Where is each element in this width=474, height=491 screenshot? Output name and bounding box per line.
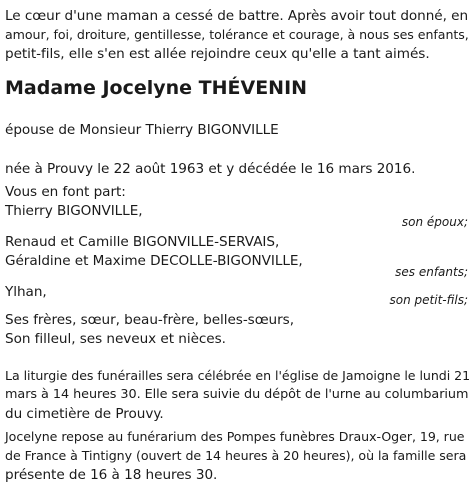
visitation-line-1: Jocelyne repose au funérarium des Pompes funèbres Draux-Oger, 19, rue — [5, 429, 465, 444]
family-role-2: ses enfants; — [395, 265, 468, 279]
others-line-1: Ses frères, sœur, beau-frère, belles-sœurs, — [5, 312, 294, 328]
visitation-line-2: de France à Tintigny (ouvert de 14 heures à 20 heures), où la famille sera — [5, 448, 467, 463]
others-line-2: Son filleul, ses neveux et nièces. — [5, 331, 226, 347]
family-name-3: Géraldine et Maxime DECOLLE-BIGONVILLE, — [5, 253, 303, 269]
family-role-3: son petit-fils; — [389, 293, 468, 307]
family-role-1: son époux; — [401, 215, 468, 229]
intro-line-2: amour, foi, droiture, gentillesse, tolérance et courage, à nous ses enfants, — [5, 27, 469, 42]
spouse-line: épouse de Monsieur Thierry BIGONVILLE — [5, 122, 279, 138]
intro-line-3: petit-fils, elle s'en est allée rejoindre ceux qu'elle a tant aimés. — [5, 46, 430, 62]
family-name-2: Renaud et Camille BIGONVILLE-SERVAIS, — [5, 234, 280, 250]
announcers-intro: Vous en font part: — [5, 184, 126, 200]
visitation-line-3: présente de 16 à 18 heures 30. — [5, 467, 218, 483]
family-name-4: Ylhan, — [5, 284, 47, 300]
intro-line-1: Le cœur d'une maman a cessé de battre. Après avoir tout donné, en — [5, 8, 469, 24]
family-name-1: Thierry BIGONVILLE, — [5, 203, 143, 219]
funeral-line-3: du cimetière de Prouvy. — [5, 406, 164, 422]
deceased-name: Madame Jocelyne THÉVENIN — [5, 77, 308, 99]
birth-death-line: née à Prouvy le 22 août 1963 et y décédée le 16 mars 2016. — [5, 161, 416, 177]
funeral-line-2: mars à 14 heures 30. Elle sera suivie du dépôt de l'urne au columbarium — [5, 387, 469, 402]
funeral-line-1: La liturgie des funérailles sera célébrée en l'église de Jamoigne le lundi 21 — [5, 368, 471, 383]
